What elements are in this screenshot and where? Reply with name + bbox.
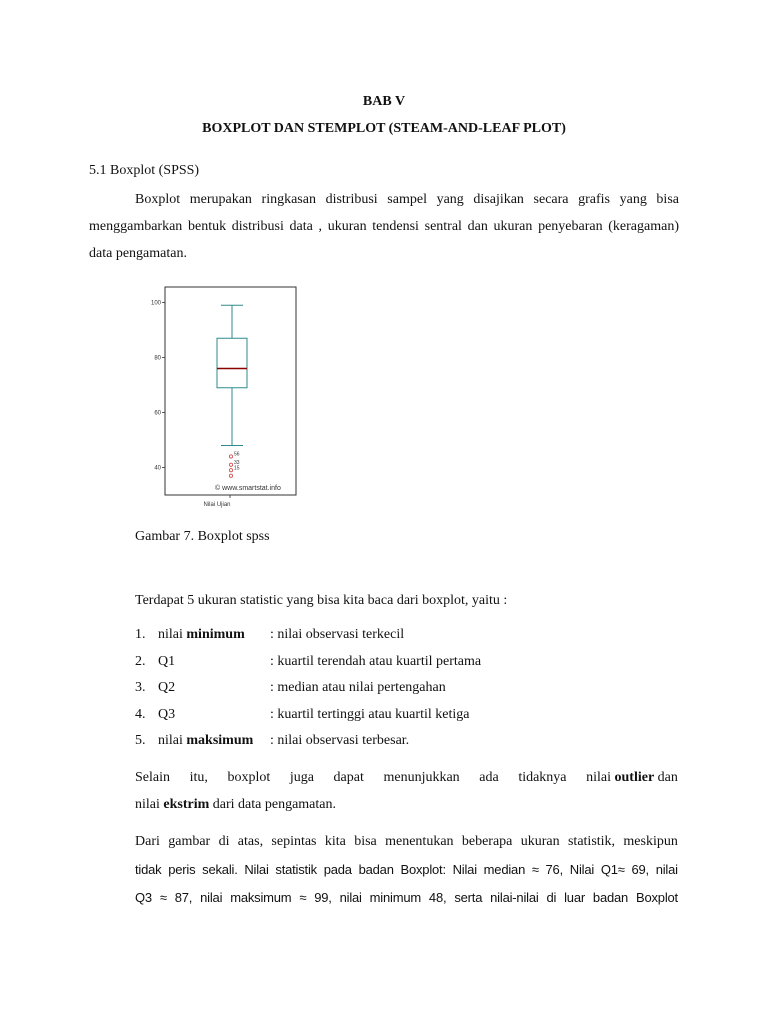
chapter-heading: BAB V [362,94,406,109]
boxplot-chart [145,283,305,513]
word: ≈ [531,862,539,877]
word: boxplot [227,770,271,785]
paragraph-outlier-line1 [135,764,678,791]
word: Selain [135,770,170,785]
word: luar [564,890,585,905]
word: sekali. [202,862,238,877]
word: gambar [168,834,211,849]
word: nilai [200,890,223,905]
word: minimum [369,890,421,905]
word: Boxplot [636,890,678,905]
paragraph-outlier-line2 [135,791,678,818]
word: Q1≈ [600,862,625,877]
word: serta [454,890,483,905]
word: tidak [135,862,162,877]
word: dapat [333,770,364,785]
word: 76, [545,862,564,877]
word: di [218,834,230,849]
word: median [483,862,526,877]
word: meskipun [623,834,678,849]
x-axis-label: Nilai Ujian [203,502,231,508]
bold-ekstrim: ekstrim [163,797,210,812]
iqr-box [217,338,247,388]
list-term: nilai minimum [158,627,245,642]
word: badan [592,890,629,905]
word: beberapa [461,834,513,849]
list-number: 2. [135,653,146,669]
word: sepintas [271,834,317,849]
word: ≈ [159,890,167,905]
word: tidaknya [518,770,567,785]
list-number: 5. [135,733,146,748]
word: pada [323,862,352,877]
word: atas, [237,834,264,849]
outlier-label: 33 [234,459,240,466]
word: Nilai [244,862,269,877]
word: 69, [631,862,649,877]
section-heading: 5.1 Boxplot (SPSS) [89,163,200,178]
word: statistik [275,862,317,877]
list-term: nilai maksimum [158,733,254,748]
word: itu, [189,770,208,785]
paragraph-values-line1 [135,828,678,856]
list-description: : median atau nilai pertengahan [270,680,446,695]
paragraph-values-line2 [135,856,678,884]
paragraph-outlier [135,764,678,818]
paragraph-values [135,828,678,912]
statistic-list [135,622,679,755]
word: nilai-nilai [490,890,539,905]
list-number: 3. [135,680,146,695]
list-item [135,728,679,755]
word: Dari [135,834,160,849]
word: peris [168,862,196,877]
word: Boxplot: [400,862,446,877]
word: 99, [314,890,332,905]
list-description: : kuartil tertinggi atau kuartil ketiga [270,706,470,722]
word: Nilai [452,862,477,877]
word: ukuran [520,834,560,849]
list-number: 1. [135,627,146,642]
word: nilai [655,862,678,877]
word: bisa [354,834,377,849]
word: juga [289,770,314,785]
boxplot-figure [145,283,305,513]
list-item [135,622,679,649]
list-item [135,702,679,729]
y-tick-label: 80 [154,355,161,362]
word: 87, [174,890,193,905]
word: menunjukkan [383,770,460,785]
paragraph-intro: Boxplot merupakan ringkasan distribusi sampel yang disajikan secara grafis yang bisa menggambarkan bentuk distribusi data , ukuran tendensi sentral dan ukuran penyebaran (keragaman) data pengamatan. [89,192,679,261]
y-tick-label: 40 [154,465,161,472]
line2-prefix: nilai [135,797,164,812]
watermark: © www.smartstat.info [215,485,281,492]
word: statistik, [567,834,616,849]
list-intro: Terdapat 5 ukuran statistic yang bisa kita baca dari boxplot, yaitu : [135,593,508,608]
word: menentukan [385,834,454,849]
line2-suffix: dari data pengamatan. [209,797,336,812]
list-number: 4. [135,706,146,722]
plot-frame [165,287,296,495]
word: ≈ [299,890,307,905]
word: Nilai [569,862,595,877]
word: nilai outlier dan [586,770,678,785]
word: di [546,890,557,905]
word: Q3 [135,890,152,905]
list-term: Q2 [158,680,176,695]
chapter-title: BOXPLOT DAN STEMPLOT (STEAM-AND-LEAF PLOT) [202,121,566,136]
figure-caption: Gambar 7. Boxplot spss [135,529,270,544]
word: maksimum [230,890,292,905]
outlier-label: 56 [234,451,240,458]
paragraph-values-line3 [135,884,678,912]
word: nilai [339,890,362,905]
list-description: : nilai observasi terbesar. [270,733,410,748]
list-term: Q1 [158,653,176,669]
list-description: : kuartil terendah atau kuartil pertama [270,653,482,669]
word: 48, [428,890,447,905]
y-tick-label: 60 [154,410,161,417]
word: badan [358,862,394,877]
list-item [135,675,679,702]
y-tick-label: 100 [150,300,161,307]
list-term: Q3 [158,706,176,722]
list-item [135,649,679,676]
word: ada [479,770,499,785]
word: kita [324,834,346,849]
list-description: : nilai observasi terkecil [270,627,405,642]
outlier-label: 15 [234,465,240,472]
